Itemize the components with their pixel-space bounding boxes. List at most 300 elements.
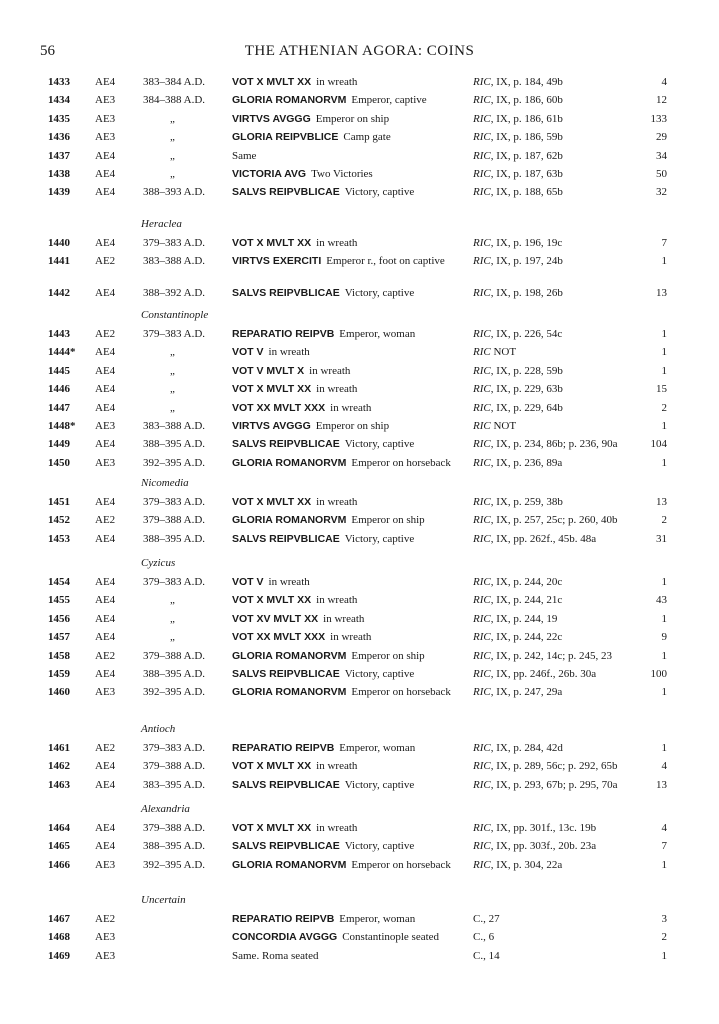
reverse-legend: VOT V <box>232 576 264 588</box>
coin-count: 100 <box>650 668 667 680</box>
reference <box>473 402 563 415</box>
reference <box>473 237 562 250</box>
ditto-mark: „ <box>170 383 175 396</box>
coin-description <box>232 840 467 853</box>
denomination: AE2 <box>95 328 116 340</box>
coin-count: 34 <box>656 149 667 162</box>
coin-description <box>232 576 467 589</box>
denomination: AE3 <box>95 420 116 432</box>
coin-count: 2 <box>661 931 667 944</box>
reference-text: , IX, p. 234, 86b; p. 236, 90a <box>490 438 618 451</box>
reverse-legend: GLORIA ROMANORVM <box>232 858 347 871</box>
coin-count: 3 <box>661 913 667 925</box>
denomination: AE3 <box>95 456 116 469</box>
coin-description <box>232 822 467 835</box>
reverse-type: Same. Roma seated <box>232 949 319 962</box>
date-range: 383–395 A.D. <box>143 778 206 791</box>
reverse-legend: VOT X MVLT XX <box>232 594 312 607</box>
coin-description <box>232 594 467 607</box>
reference-text: , IX, p. 257, 25c; p. 260, 40b <box>490 514 618 527</box>
reference-text: C., 14 <box>473 949 500 962</box>
date-range: 379–388 A.D. <box>143 514 206 527</box>
coin-count: 104 <box>650 438 667 451</box>
reference <box>473 931 494 944</box>
reverse-type: in wreath <box>316 594 358 607</box>
coin-count: 43 <box>656 594 667 607</box>
reference-text: , IX, p. 228, 59b <box>490 364 563 377</box>
date-range: 379–383 A.D. <box>143 742 206 754</box>
reference-text: , IX, p. 244, 22c <box>490 631 563 644</box>
reference <box>473 950 500 963</box>
coin-description <box>232 328 467 341</box>
ric-abbrev: RIC <box>473 112 491 125</box>
denomination: AE2 <box>95 255 116 268</box>
reference <box>473 438 618 451</box>
reference <box>473 255 563 268</box>
denomination: AE3 <box>95 858 116 871</box>
coin-description <box>232 613 467 626</box>
reverse-type: Emperor on ship <box>351 514 425 527</box>
date-range: 384–388 A.D. <box>143 94 206 107</box>
reverse-legend: VOT X MVLT XX <box>232 76 312 88</box>
reverse-legend: VOT V MVLT X <box>232 364 305 377</box>
date-range: 379–388 A.D. <box>143 760 206 773</box>
reverse-legend: REPARATIO REIPVB <box>232 742 335 754</box>
ric-abbrev: RIC <box>473 401 491 414</box>
denomination: AE4 <box>95 840 116 853</box>
coin-count: 1 <box>661 686 667 699</box>
ric-abbrev: RIC <box>473 576 491 588</box>
ric-abbrev: RIC <box>473 594 491 607</box>
denomination: AE4 <box>95 532 116 545</box>
reverse-legend: VOT V <box>232 346 264 359</box>
reference-text: NOT <box>490 346 517 359</box>
mint-heading: Antioch <box>141 723 176 735</box>
mint-heading: Cyzicus <box>141 557 176 569</box>
reverse-type: Victory, captive <box>344 438 415 451</box>
reference-text: , IX, p. 244, 21c <box>490 594 563 607</box>
date-range: 388–395 A.D. <box>143 668 206 680</box>
ditto-mark: „ <box>170 168 175 180</box>
catalogue-number: 1459 <box>48 668 70 680</box>
reference-text: , IX, p. 187, 62b <box>490 149 563 162</box>
date-range: 392–395 A.D. <box>143 456 206 469</box>
coin-count: 133 <box>650 112 667 125</box>
reference <box>473 186 563 199</box>
reverse-legend: GLORIA ROMANORVM <box>232 649 347 662</box>
coin-description <box>232 631 467 644</box>
ric-abbrev: RIC <box>473 149 491 162</box>
coin-count: 13 <box>656 778 667 791</box>
reference-text: , IX, p. 259, 38b <box>490 496 563 508</box>
coin-description <box>232 346 467 359</box>
reference-text: , IX, p. 284, 42d <box>490 742 563 754</box>
denomination: AE4 <box>95 364 116 377</box>
date-range: 379–383 A.D. <box>143 237 206 249</box>
coin-count: 2 <box>661 401 667 414</box>
reverse-legend: GLORIA ROMANORVM <box>232 456 347 469</box>
coin-count: 12 <box>656 94 667 107</box>
reverse-type: Two Victories <box>311 168 373 180</box>
reverse-legend: SALVS REIPVBLICAE <box>232 438 340 451</box>
catalogue-number: 1439 <box>48 186 70 199</box>
catalogue-number: 1461 <box>48 742 70 754</box>
coin-description <box>232 113 467 126</box>
catalogue-number: 1434 <box>48 94 70 107</box>
ditto-mark: „ <box>170 364 175 377</box>
reverse-type: Victory, captive <box>344 668 415 680</box>
reference <box>473 131 563 144</box>
reference-text: , IX, pp. 303f., 20b. 23a <box>490 840 597 853</box>
coin-count: 29 <box>656 131 667 144</box>
reference-text: , IX, pp. 262f., 45b. 48a <box>490 532 597 545</box>
reference-text: , IX, pp. 246f., 26b. 30a <box>490 668 597 680</box>
reverse-legend: VIRTVS AVGGG <box>232 112 311 125</box>
denomination: AE3 <box>95 931 116 944</box>
denomination: AE3 <box>95 94 116 107</box>
reverse-type: in wreath <box>316 76 358 88</box>
ric-abbrev: RIC <box>473 612 491 625</box>
reference <box>473 533 596 546</box>
catalogue-number: 1445 <box>48 364 70 377</box>
catalogue-number: 1468 <box>48 931 70 944</box>
reference <box>473 742 563 755</box>
denomination: AE4 <box>95 383 116 396</box>
reverse-legend: VIRTVS EXERCITI <box>232 255 322 268</box>
catalogue-number: 1437 <box>48 149 70 162</box>
denomination: AE4 <box>95 286 116 299</box>
reference <box>473 168 563 181</box>
catalogue-number: 1448* <box>48 420 76 432</box>
reference-text: , IX, p. 229, 63b <box>490 383 563 396</box>
ric-abbrev: RIC <box>473 778 491 791</box>
reverse-legend: VOT X MVLT XX <box>232 237 312 249</box>
ric-abbrev: RIC <box>473 858 491 871</box>
coin-count: 1 <box>661 255 667 268</box>
reverse-legend: VOT X MVLT XX <box>232 822 312 834</box>
ric-abbrev: RIC <box>473 649 491 662</box>
coin-count: 31 <box>656 532 667 545</box>
coin-description <box>232 383 467 396</box>
coin-description <box>232 237 467 250</box>
denomination: AE4 <box>95 237 116 249</box>
ric-abbrev: RIC <box>473 822 491 834</box>
reference <box>473 76 563 89</box>
reverse-type: in wreath <box>316 237 358 249</box>
reference <box>473 346 516 359</box>
reference <box>473 913 500 926</box>
coin-count: 32 <box>656 186 667 199</box>
catalogue-number: 1451 <box>48 496 70 508</box>
ric-abbrev: RIC <box>473 94 491 107</box>
coin-description <box>232 514 467 527</box>
catalogue-number: 1469 <box>48 949 70 962</box>
ric-abbrev: RIC <box>473 456 491 469</box>
denomination: AE4 <box>95 760 116 773</box>
catalogue-number: 1465 <box>48 840 70 853</box>
catalogue-number: 1438 <box>48 168 70 180</box>
coin-description <box>232 742 467 755</box>
reference-text: , IX, p. 188, 65b <box>490 186 563 199</box>
coin-description <box>232 686 467 699</box>
reverse-legend: SALVS REIPVBLICAE <box>232 668 340 680</box>
reverse-type: Emperor, woman <box>339 913 416 925</box>
mint-heading: Uncertain <box>141 894 186 906</box>
coin-count: 1 <box>661 858 667 871</box>
running-title: THE ATHENIAN AGORA: COINS <box>244 43 475 59</box>
ric-abbrev: RIC <box>473 420 491 432</box>
ric-abbrev: RIC <box>473 76 491 88</box>
reference <box>473 150 563 163</box>
ric-abbrev: RIC <box>473 742 491 754</box>
date-range: 392–395 A.D. <box>143 858 206 871</box>
catalogue-number: 1443 <box>48 328 70 340</box>
reference <box>473 365 563 378</box>
catalogue-number: 1433 <box>48 76 70 88</box>
date-range: 379–383 A.D. <box>143 576 206 588</box>
catalogue-number: 1449 <box>48 438 70 451</box>
coin-description <box>232 287 467 300</box>
catalogue-number: 1460 <box>48 686 70 699</box>
catalogue-number: 1452 <box>48 514 70 527</box>
catalogue-number: 1454 <box>48 576 70 588</box>
reverse-legend: SALVS REIPVBLICAE <box>232 840 340 853</box>
reference-text: , IX, p. 289, 56c; p. 292, 65b <box>490 760 618 773</box>
catalogue-number: 1441 <box>48 255 70 268</box>
reverse-legend: GLORIA ROMANORVM <box>232 94 347 107</box>
date-range: 388–395 A.D. <box>143 532 206 545</box>
reference-text: , IX, p. 304, 22a <box>490 858 563 871</box>
catalogue-number: 1446 <box>48 383 70 396</box>
catalogue-number: 1450 <box>48 456 70 469</box>
reference-text: , IX, p. 197, 24b <box>490 255 563 268</box>
reference-text: C., 27 <box>473 913 500 925</box>
denomination: AE2 <box>95 649 116 662</box>
ditto-mark: „ <box>170 594 175 607</box>
reference-text: , IX, p. 236, 89a <box>490 456 563 469</box>
reverse-type: in wreath <box>330 401 372 414</box>
ditto-mark: „ <box>170 131 175 144</box>
reverse-type: in wreath <box>330 631 372 644</box>
catalogue-number: 1442 <box>48 286 70 299</box>
denomination: AE4 <box>95 401 116 414</box>
denomination: AE2 <box>95 742 116 754</box>
ditto-mark: „ <box>170 149 175 162</box>
coin-count: 1 <box>661 612 667 625</box>
catalogue-number: 1458 <box>48 649 70 662</box>
ric-abbrev: RIC <box>473 496 491 508</box>
date-range: 379–388 A.D. <box>143 649 206 662</box>
reverse-type: Camp gate <box>343 131 391 144</box>
catalogue-number: 1456 <box>48 612 70 625</box>
ric-abbrev: RIC <box>473 168 491 180</box>
reference-text: , IX, p. 226, 54c <box>490 328 563 340</box>
reverse-type: Emperor, captive <box>351 94 427 107</box>
reference <box>473 457 562 470</box>
catalogue-number: 1436 <box>48 131 70 144</box>
coin-count: 1 <box>661 420 667 432</box>
coin-count: 1 <box>661 949 667 962</box>
coin-count: 2 <box>661 514 667 527</box>
denomination: AE2 <box>95 514 116 527</box>
reference-text: NOT <box>490 420 517 432</box>
coin-description <box>232 950 467 963</box>
ric-abbrev: RIC <box>473 514 491 527</box>
reverse-type: Same <box>232 149 257 162</box>
page-header <box>0 43 719 65</box>
catalogue-number: 1435 <box>48 112 70 125</box>
coin-description <box>232 438 467 451</box>
date-range: 388–392 A.D. <box>143 286 206 299</box>
reverse-legend: SALVS REIPVBLICAE <box>232 532 340 545</box>
coin-count: 1 <box>661 576 667 588</box>
catalogue-number: 1464 <box>48 822 70 834</box>
coin-description <box>232 931 467 944</box>
reverse-legend: GLORIA ROMANORVM <box>232 514 347 527</box>
coin-description <box>232 186 467 199</box>
reverse-type: Emperor on ship <box>315 420 390 432</box>
reference <box>473 668 596 681</box>
reverse-legend: VOT XX MVLT XXX <box>232 401 326 414</box>
denomination: AE4 <box>95 778 116 791</box>
page-number: 56 <box>40 43 55 59</box>
reverse-type: in wreath <box>316 822 358 834</box>
coin-count: 7 <box>661 237 667 249</box>
coin-description <box>232 94 467 107</box>
denomination: AE4 <box>95 168 116 180</box>
reference <box>473 287 563 300</box>
reference-text: , IX, p. 186, 60b <box>490 94 563 107</box>
ditto-mark: „ <box>170 631 175 644</box>
denomination: AE4 <box>95 346 116 359</box>
reference-text: , IX, p. 244, 20c <box>490 576 563 588</box>
coin-count: 7 <box>661 840 667 853</box>
coin-description <box>232 131 467 144</box>
reverse-legend: CONCORDIA AVGGG <box>232 931 338 944</box>
coin-description <box>232 859 467 872</box>
reference <box>473 650 612 663</box>
ric-abbrev: RIC <box>473 383 491 396</box>
coin-count: 1 <box>661 364 667 377</box>
ric-abbrev: RIC <box>473 631 491 644</box>
ric-abbrev: RIC <box>473 237 491 249</box>
coin-description <box>232 760 467 773</box>
coin-description <box>232 496 467 509</box>
reverse-type: Emperor on horseback <box>351 456 451 469</box>
denomination: AE4 <box>95 612 116 625</box>
mint-heading: Nicomedia <box>141 477 189 489</box>
coin-description <box>232 365 467 378</box>
reverse-legend: SALVS REIPVBLICAE <box>232 286 340 299</box>
reference-text: , IX, p. 242, 14c; p. 245, 23 <box>490 649 613 662</box>
coin-count: 15 <box>656 383 667 396</box>
date-range: 383–384 A.D. <box>143 76 206 88</box>
catalogue-number: 1453 <box>48 532 70 545</box>
reverse-type: in wreath <box>268 346 310 359</box>
reverse-type: in wreath <box>268 576 310 588</box>
ditto-mark: „ <box>170 401 175 414</box>
reference <box>473 576 562 589</box>
date-range: 383–388 A.D. <box>143 420 206 432</box>
coin-count: 9 <box>661 631 667 644</box>
ric-abbrev: RIC <box>473 131 491 144</box>
mint-heading: Constantinople <box>141 309 209 321</box>
coin-count: 4 <box>661 760 667 773</box>
denomination: AE4 <box>95 631 116 644</box>
denomination: AE4 <box>95 76 116 88</box>
catalogue-number: 1463 <box>48 778 70 791</box>
reference <box>473 94 563 107</box>
reverse-legend: REPARATIO REIPVB <box>232 328 335 340</box>
reference-text: , IX, p. 184, 49b <box>490 76 563 88</box>
date-range: 379–383 A.D. <box>143 328 206 340</box>
reference <box>473 328 562 341</box>
coin-description <box>232 650 467 663</box>
catalogue-number: 1444* <box>48 346 76 359</box>
reference <box>473 514 618 527</box>
reverse-type: Constantinople seated <box>342 931 440 944</box>
coin-count: 13 <box>656 286 667 299</box>
reverse-legend: VICTORIA AVG <box>232 168 307 180</box>
ditto-mark: „ <box>170 112 175 125</box>
denomination: AE4 <box>95 186 116 199</box>
reverse-legend: SALVS REIPVBLICAE <box>232 186 340 199</box>
denomination: AE3 <box>95 949 116 962</box>
reference-text: , IX, p. 198, 26b <box>490 286 563 299</box>
reference-text: , IX, p. 186, 61b <box>490 112 563 125</box>
coin-description <box>232 668 467 681</box>
reverse-legend: VOT X MVLT XX <box>232 383 312 396</box>
reference-text: , IX, p. 293, 67b; p. 295, 70a <box>490 778 618 791</box>
reference-text: , IX, p. 186, 59b <box>490 131 563 144</box>
coin-count: 4 <box>661 76 667 88</box>
reverse-legend: GLORIA REIPVBLICE <box>232 131 339 144</box>
reference <box>473 613 557 626</box>
denomination: AE3 <box>95 686 116 699</box>
catalogue-number: 1447 <box>48 401 70 414</box>
reference <box>473 383 563 396</box>
reference-text: , IX, p. 244, 19 <box>490 612 558 625</box>
reverse-type: in wreath <box>316 383 358 396</box>
coin-count: 1 <box>661 328 667 340</box>
date-range: 388–395 A.D. <box>143 438 206 451</box>
coin-description <box>232 150 467 163</box>
date-range: 383–388 A.D. <box>143 255 206 268</box>
ric-abbrev: RIC <box>473 186 491 199</box>
reverse-legend: VIRTVS AVGGG <box>232 420 311 432</box>
catalogue-number: 1467 <box>48 913 70 925</box>
coin-count: 13 <box>656 496 667 508</box>
mint-heading: Heraclea <box>141 218 182 230</box>
catalogue-number: 1455 <box>48 594 70 607</box>
reference <box>473 496 563 509</box>
reference <box>473 594 562 607</box>
reference <box>473 859 562 872</box>
coin-count: 4 <box>661 822 667 834</box>
denomination: AE4 <box>95 438 116 451</box>
catalogue-number: 1462 <box>48 760 70 773</box>
reverse-type: in wreath <box>309 364 351 377</box>
reference-text: , IX, p. 187, 63b <box>490 168 563 180</box>
reference <box>473 631 562 644</box>
reverse-type: Emperor on horseback <box>351 686 451 699</box>
reverse-type: Victory, captive <box>344 532 415 545</box>
reference <box>473 822 596 835</box>
date-range: 388–395 A.D. <box>143 840 206 853</box>
ric-abbrev: RIC <box>473 668 491 680</box>
ric-abbrev: RIC <box>473 328 491 340</box>
coin-count: 1 <box>661 456 667 469</box>
